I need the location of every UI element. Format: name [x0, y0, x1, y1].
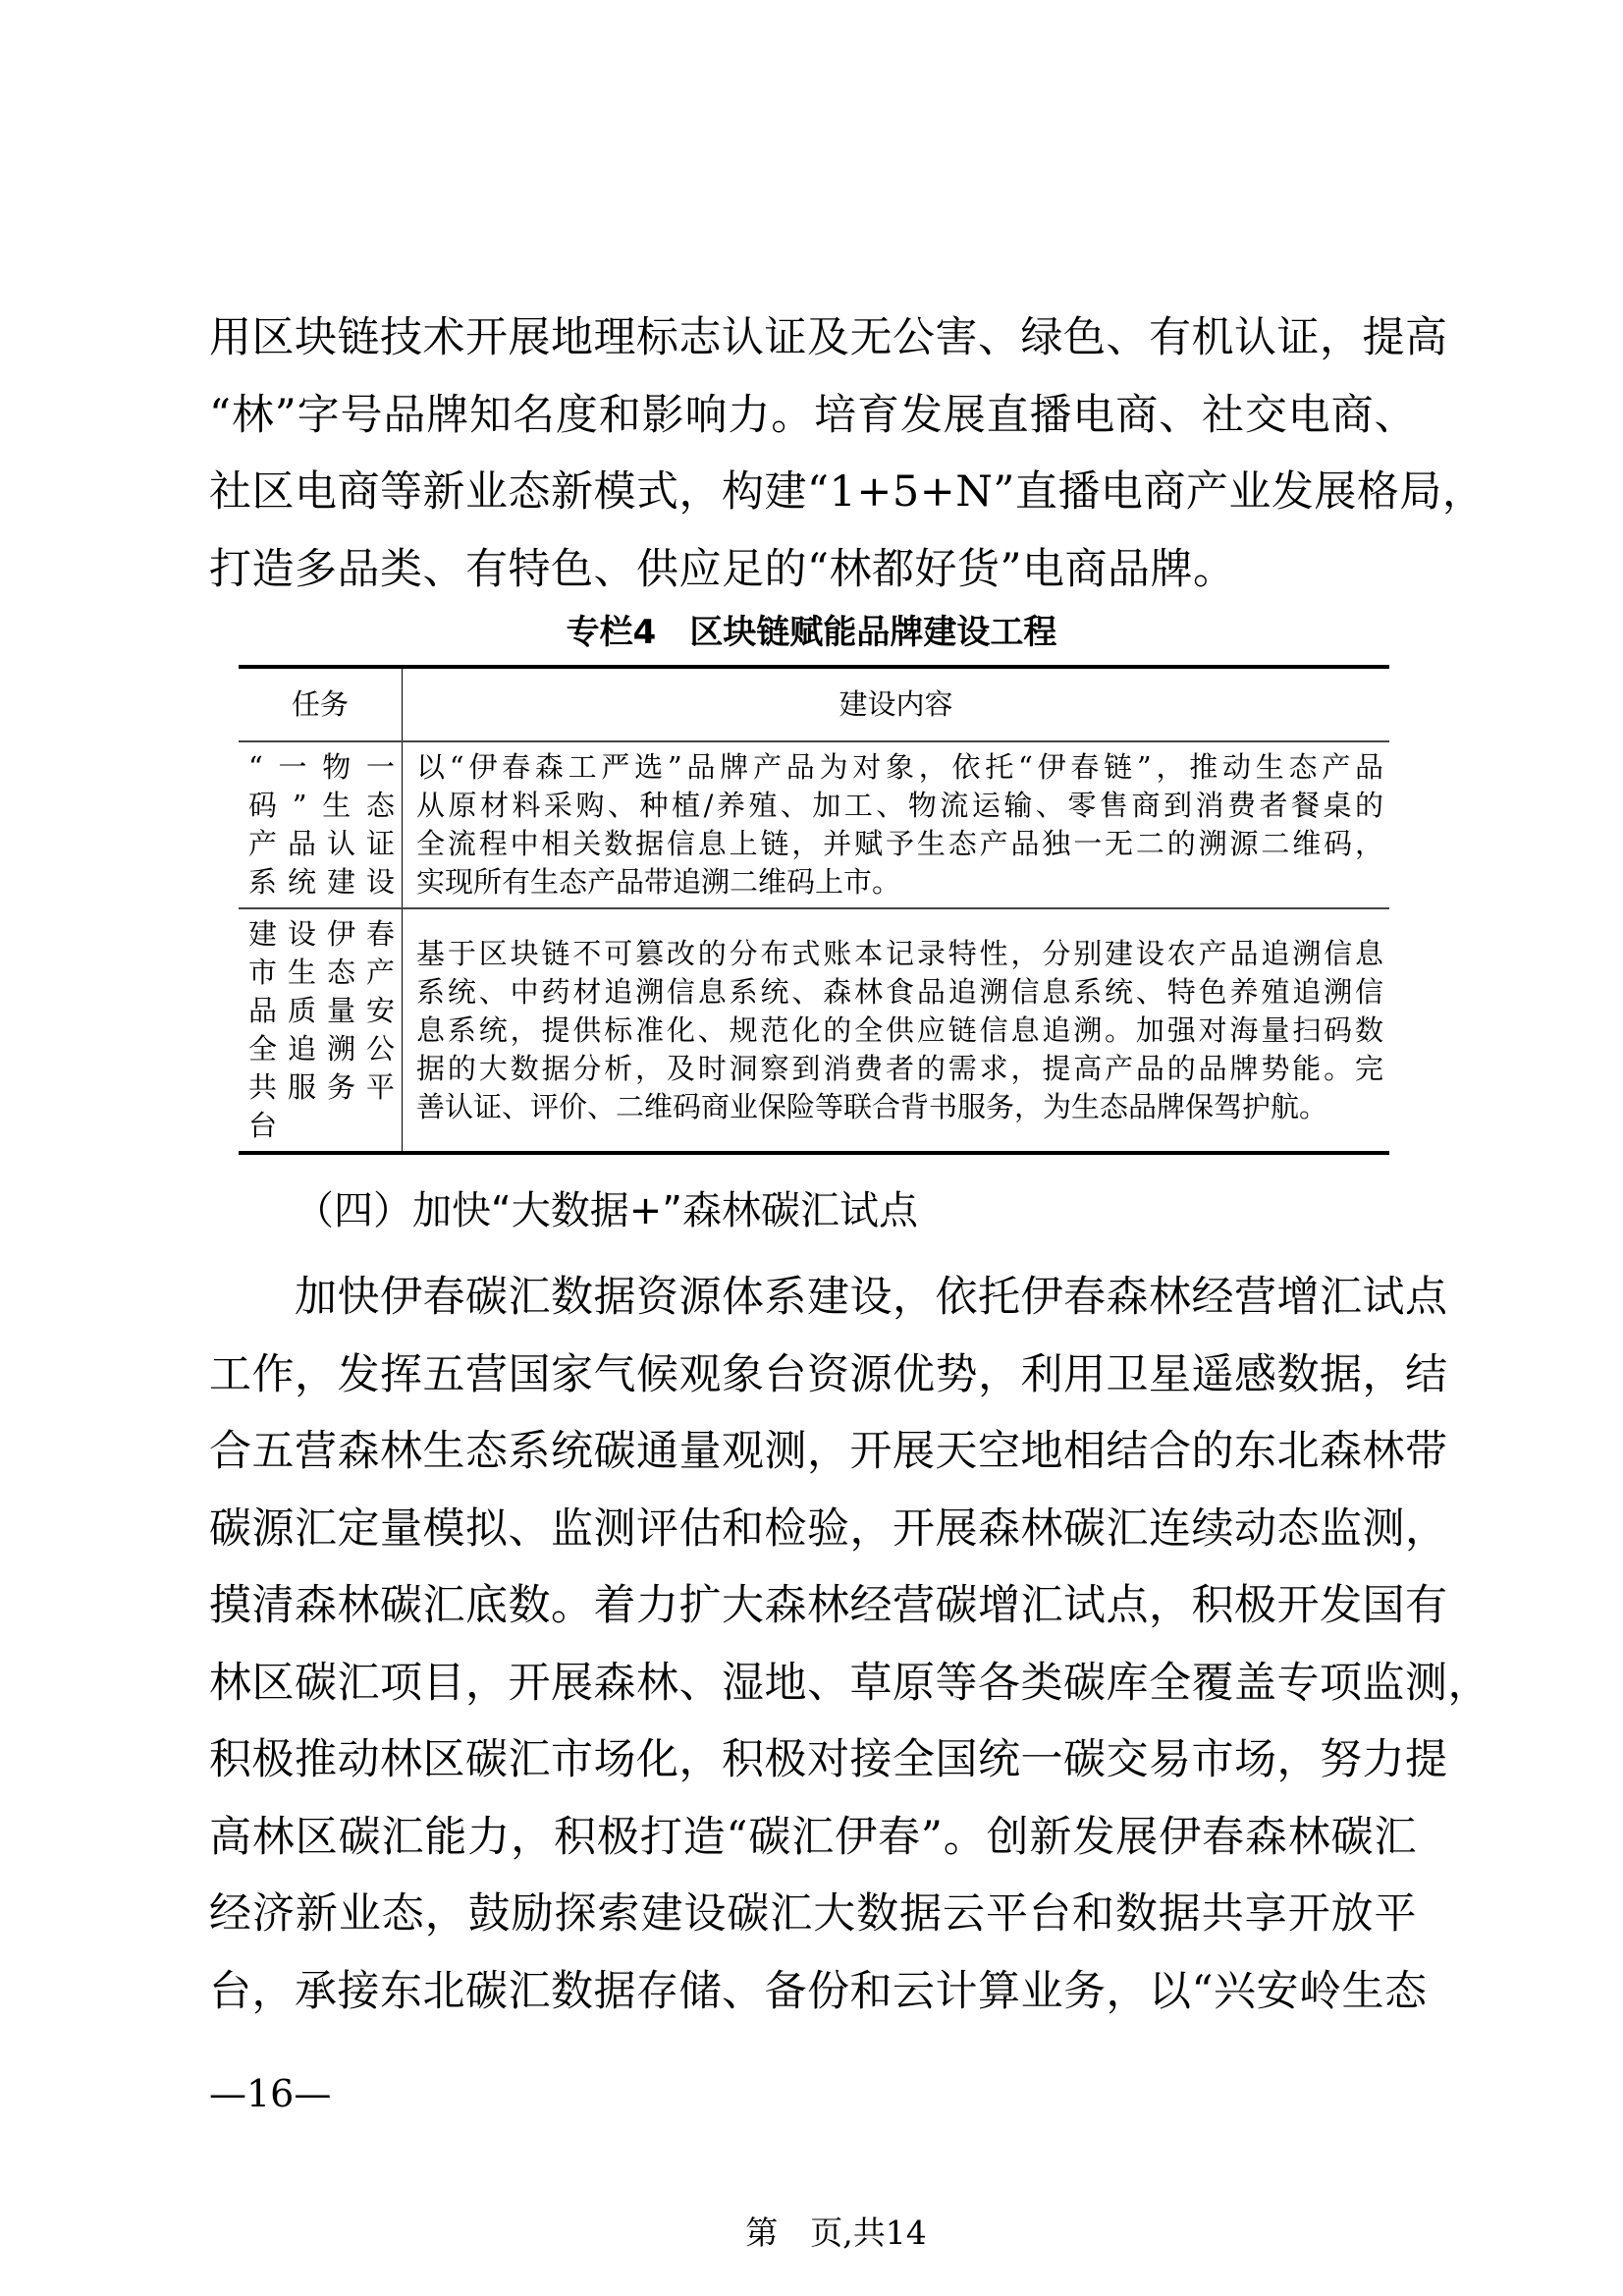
paragraph-line: 用区块链技术开展地理标志认证及无公害、绿色、有机认证，提高 — [209, 313, 1448, 362]
content-line: 据的大数据分析，及时洞察到消费者的需求，提高产品的品牌势能。完 — [416, 1051, 1383, 1085]
task-cell — [239, 908, 403, 1153]
paragraph-line: 打造多品类、有特色、供应足的“林都好货”电商品牌。 — [209, 544, 1236, 594]
paragraph-line: 高林区碳汇能力，积极打造“碳汇伊春”。创新发展伊春森林碳汇 — [209, 1812, 1417, 1862]
page-footer: 第 页,共14 — [745, 2214, 927, 2252]
paragraph-line: 社区电商等新业态新模式，构建“1+5+N”直播电商产业发展格局， — [209, 467, 1486, 517]
paragraph-line: 经济新业态，鼓励探索建设碳汇大数据云平台和数据共享开放平 — [209, 1889, 1417, 1939]
content-line: 从原材料采购、种植/养殖、加工、物流运输、零售商到消费者餐桌的 — [416, 789, 1383, 822]
content-line: 以“伊春森工严选”品牌产品为对象，依托“伊春链”，推动生态产品 — [416, 750, 1383, 784]
content-line: 全流程中相关数据信息上链，并赋予生态产品独一无二的溯源二维码， — [416, 827, 1383, 860]
content-cell — [403, 741, 1390, 908]
intro-paragraph — [209, 300, 1486, 608]
table-header-row — [239, 667, 1389, 741]
task-line: 品质量安 — [248, 994, 396, 1027]
content-line: 实现所有生态产品带追溯二维码上市。 — [416, 865, 901, 899]
task-line: 市生态产 — [248, 956, 396, 989]
paragraph-line: 工作，发挥五营国家气候观象台资源优势，利用卫星遥感数据，结 — [209, 1349, 1448, 1399]
task-line: 共服务平 — [248, 1070, 396, 1104]
paragraph-line: 合五营森林生态系统碳通量观测，开展天空地相结合的东北森林带 — [209, 1427, 1448, 1476]
paragraph-line: 碳源汇定量模拟、监测评估和检验，开展森林碳汇连续动态监测， — [209, 1503, 1448, 1554]
project-box-table — [239, 665, 1389, 1155]
content-line: 基于区块链不可篡改的分布式账本记录特性，分别建设农产品追溯信息 — [416, 936, 1383, 970]
page-number: —16— — [209, 2072, 332, 2115]
task-line: 台 — [248, 1109, 279, 1142]
task-line: 产品认证 — [248, 827, 396, 860]
content-line: 系统、中药材追溯信息系统、森林食品追溯信息系统、特色养殖追溯信 — [416, 974, 1383, 1009]
table-row — [239, 908, 1389, 1153]
content-line: 善认证、评价、二维码商业保险等联合背书服务，为生态品牌保驾护航。 — [416, 1089, 1328, 1123]
paragraph-line: 积极推动林区碳汇市场化，积极对接全国统一碳交易市场，努力提 — [209, 1735, 1448, 1784]
header-task: 任务 — [239, 667, 403, 741]
box-title: 专栏4 区块链赋能品牌建设工程 — [566, 613, 1057, 652]
task-line: 全追溯公 — [248, 1032, 396, 1066]
task-cell — [239, 741, 403, 908]
paragraph-line: 台，承接东北碳汇数据存储、备份和云计算业务，以“兴安岭生态 — [209, 1966, 1428, 2016]
task-line: 建设伊春 — [248, 917, 396, 951]
section-heading: （四）加快“大数据+”森林碳汇试点 — [295, 1188, 918, 1233]
paragraph-line: 林区碳汇项目，开展森林、湿地、草原等各类碳库全覆盖专项监测， — [209, 1658, 1490, 1708]
content-line: 息系统，提供标准化、规范化的全供应链信息追溯。加强对海量扫码数 — [416, 1012, 1383, 1047]
paragraph-line: “林”字号品牌知名度和影响力。培育发展直播电商、社交电商、 — [209, 390, 1417, 440]
content-cell — [403, 908, 1390, 1153]
paragraph-line: 摸清森林碳汇底数。着力扩大森林经营碳增汇试点，积极开发国有 — [209, 1581, 1448, 1630]
body-paragraph — [209, 1259, 1490, 2030]
task-line: 系统建设 — [248, 865, 396, 899]
task-line: 码”生态 — [248, 789, 396, 822]
paragraph-line: 加快伊春碳汇数据资源体系建设，依托伊春森林经营增汇试点 — [209, 1273, 1448, 1322]
header-content: 建设内容 — [403, 667, 1390, 741]
table-row — [239, 741, 1389, 908]
task-line: “一物一 — [248, 750, 396, 784]
